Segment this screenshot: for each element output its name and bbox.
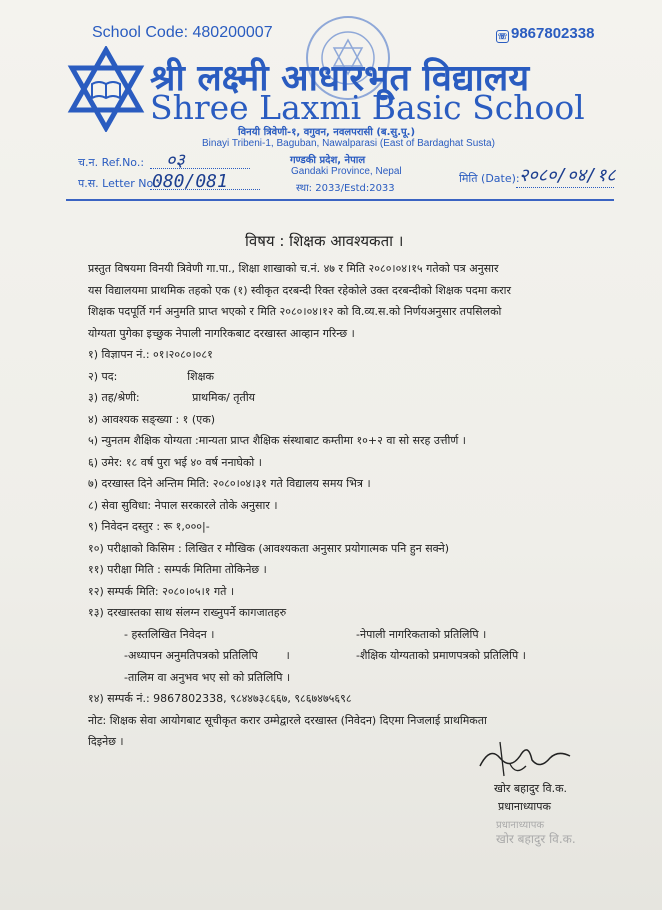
school-title-nepali: श्री लक्ष्मी आधारभूत विद्यालय [150, 58, 530, 99]
document-row [88, 624, 618, 646]
phone-value: 9867802338 [511, 25, 595, 42]
note-line: दिइनेछ । [88, 735, 124, 748]
phone-icon: ☏ [497, 32, 508, 41]
contact-line: १४) सम्पर्क नं.: 9867802338, ९८४४७३८६६७, ९८६७४७५६९८ [88, 692, 352, 705]
established-year: स्था: 2033/Estd:2033 [296, 183, 395, 194]
list-item: ८) सेवा सुविधा: नेपाल सरकारले तोके अनुसार । [88, 498, 278, 512]
letter-body [88, 258, 618, 753]
subject-line: विषय : शिक्षक आवश्यकता । [245, 232, 404, 250]
phone-number [496, 25, 594, 43]
list-item: ७) दरखास्त दिने अन्तिम मिति: २०८०।०४।३१ गते विद्यालय समय भित्र । [88, 477, 371, 490]
school-logo [66, 46, 146, 132]
stamp-name: खोर बहादुर वि.क. [496, 832, 576, 846]
header-divider [66, 199, 614, 201]
list-item: ५) न्युनतम शैक्षिक योग्यता :मान्यता प्राप्त शैक्षिक संस्थाबाट कम्तीमा १०+२ वा सो सरह उत्तीर्ण । [88, 434, 466, 447]
list-item: १०) परीक्षाको किसिम : लिखित र मौखिक (आवश्यकता अनुसार प्रयोगात्मक पनि हुन सक्ने) [88, 541, 450, 555]
school-title-english: Shree Laxmi Basic School [150, 88, 585, 127]
ref-number-label: च.न. Ref.No.: [78, 156, 145, 169]
signatory-name: खोर बहादुर वि.क. [494, 782, 568, 795]
paragraph-line: यस विद्यालयमा प्राथमिक तहको एक (१) स्वीकृत दरबन्दी रिक्त रहेकोले उक्त दरबन्दीको शिक्षक पदमा करार [88, 283, 511, 297]
document-item: -नेपाली नागरिकताको प्रतिलिपि । [356, 627, 487, 641]
list-item: ६) उमेर: १८ वर्ष पुरा भई ४० वर्ष ननाघेको । [88, 455, 262, 469]
document-item: - हस्तलिखित निवेदन । [124, 627, 215, 641]
document-item: -अध्यापन अनुमतिपत्रको प्रतिलिपि । [124, 649, 290, 662]
document-item: -तालिम वा अनुभव भए सो को प्रतिलिपि । [124, 670, 291, 684]
letter-number-label: प.स. Letter No.: [78, 177, 161, 190]
document-item: -शैक्षिक योग्यताको प्रमाणपत्रको प्रतिलिपि । [356, 649, 526, 662]
paragraph-line: योग्यता पुगेका इच्छुक नेपाली नागरिकबाट दरखास्त आव्हान गरिन्छ । [88, 326, 355, 340]
list-item: १३) दरखास्तका साथ संलग्न राख्नुपर्ने कागजातहरु [88, 606, 287, 619]
handwritten-signature [470, 736, 580, 784]
address-english: Binayi Tribeni-1, Baguban, Nawalparasi (East of Bardaghat Susta) [202, 138, 495, 149]
list-item: ९) निवेदन दस्तुर : रू १,०००|- [88, 520, 210, 533]
paragraph-line: प्रस्तुत विषयमा विनयी त्रिवेणी गा.पा., शिक्षा शाखाको च.नं. ४७ र मिति २०८०।०४।१५ गतेको पत्र अनुसार [88, 262, 499, 275]
province-english: Gandaki Province, Nepal [291, 166, 402, 177]
list-item: १) विज्ञापन नं.: ०१।२०८०।०८१ [88, 348, 213, 361]
list-item: १२) सम्पर्क मिति: २०८०।०५।१ गते । [88, 584, 235, 598]
list-item: ३) तह/श्रेणी: प्राथमिक/ तृतीय [88, 391, 256, 404]
date-label: मिति (Date): [459, 172, 520, 185]
note-line: नोट: शिक्षक सेवा आयोगबाट सूचीकृत करार उम्मेद्वारले दरखास्त (निवेदन) दिएमा निजलाई प्राथमिकता [88, 713, 487, 727]
letter-number-value: 080/081 [152, 171, 228, 192]
signatory-title: प्रधानाध्यापक [498, 800, 551, 813]
paragraph-line: शिक्षक पदपूर्ति गर्न अनुमति प्राप्त भएको र मिति २०८०।०४।१२ को वि.व्य.स.को निर्णयअनुसार तपसिलको [88, 305, 502, 318]
list-item: २) पद: शिक्षक [88, 369, 214, 383]
stamp-title: प्रधानाध्यापक [496, 820, 545, 831]
province-nepali: गण्डकी प्रदेश, नेपाल [290, 155, 366, 166]
school-code: School Code: 480200007 [92, 24, 273, 41]
star-book-icon [66, 46, 146, 132]
list-item: ४) आवश्यक सङ्ख्या : १ (एक) [88, 412, 216, 426]
list-item: ११) परीक्षा मिति : सम्पर्क मितिमा तोकिनेछ । [88, 563, 267, 576]
ref-number-value: ०३ [166, 150, 185, 171]
document-row [88, 645, 618, 667]
date-value: २०८०/०४/१८ [519, 165, 616, 186]
address-nepali: विनयी त्रिवेणी-१, वगुवन, नवलपरासी (ब.सु.पू.) [238, 127, 416, 138]
